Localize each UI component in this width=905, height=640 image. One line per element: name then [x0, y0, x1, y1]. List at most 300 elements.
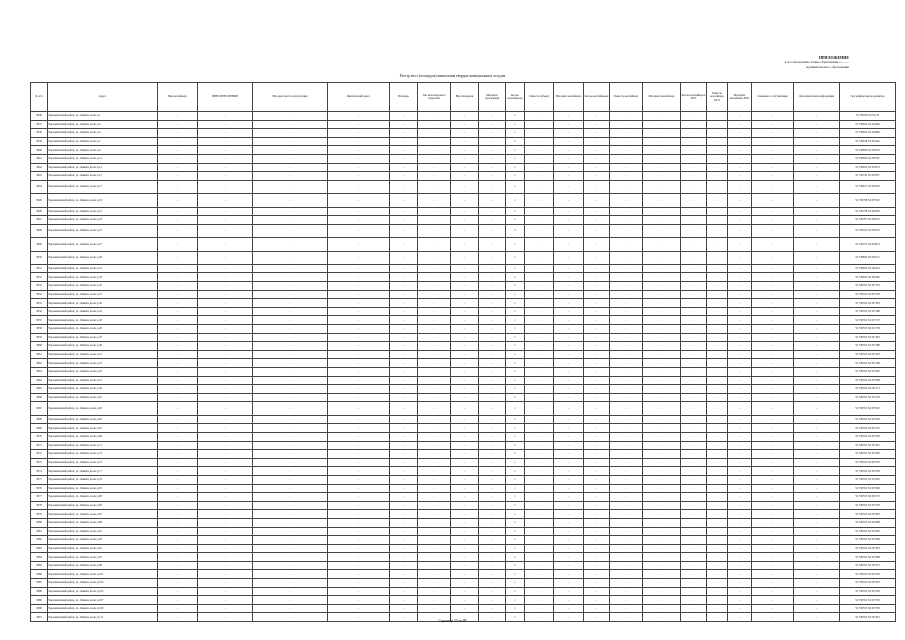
dash-cell: -: [752, 368, 794, 377]
dash-cell: -: [479, 604, 506, 613]
dash-cell: -: [728, 137, 752, 146]
coordinates-cell: 55.736553 50.357343: [840, 613, 896, 622]
dash-cell: -: [158, 536, 198, 545]
dash-cell: -: [794, 172, 840, 181]
dash-cell: -: [390, 441, 418, 450]
dash-cell: -: [554, 553, 584, 562]
row-number: 3059: [31, 333, 48, 342]
row-number: 3037: [31, 120, 48, 129]
dash-cell: -: [418, 596, 451, 605]
dash-cell: -: [643, 307, 681, 316]
dash-cell: -: [390, 207, 418, 216]
dash-cell: -: [610, 393, 643, 402]
row-number: 3066: [31, 393, 48, 402]
dash-cell: -: [328, 325, 390, 334]
dash-cell: -: [198, 501, 253, 510]
dash-cell: -: [681, 359, 707, 368]
dash-cell: -: [794, 402, 840, 415]
dash-cell: -: [525, 570, 554, 579]
dash-cell: -: [525, 112, 554, 121]
coordinates-cell: 55.736823 50.352848: [840, 129, 896, 138]
dash-cell: -: [328, 238, 390, 251]
coordinates-cell: 55.736553 50.357208: [840, 376, 896, 385]
row-number: 3063: [31, 368, 48, 377]
row-number: 3069: [31, 424, 48, 433]
dash-cell: -: [418, 238, 451, 251]
dash-cell: -: [158, 424, 198, 433]
dash-cell: -: [418, 424, 451, 433]
dash-cell: -: [554, 467, 584, 476]
container-count-cell: 1: [506, 484, 525, 493]
dash-cell: -: [707, 163, 728, 172]
dash-cell: -: [584, 385, 610, 394]
coordinates-cell: 55.736843 50.356113: [840, 251, 896, 264]
dash-cell: -: [728, 368, 752, 377]
dash-cell: -: [707, 137, 728, 146]
dash-cell: -: [728, 518, 752, 527]
dash-cell: -: [198, 450, 253, 459]
dash-cell: -: [752, 299, 794, 308]
dash-cell: -: [479, 475, 506, 484]
address-cell: Черемшанский район, ул. Ленина, возле д.49: [48, 342, 158, 351]
dash-cell: -: [525, 467, 554, 476]
dash-cell: -: [554, 273, 584, 282]
dash-cell: -: [643, 368, 681, 377]
row-number: 3076: [31, 484, 48, 493]
dash-cell: -: [610, 596, 643, 605]
dash-cell: -: [451, 510, 479, 519]
dash-cell: -: [253, 290, 328, 299]
dash-cell: -: [707, 342, 728, 351]
dash-cell: -: [681, 596, 707, 605]
dash-cell: -: [554, 579, 584, 588]
dash-cell: -: [794, 290, 840, 299]
dash-cell: -: [610, 561, 643, 570]
column-header: Емкость (объем): [525, 83, 554, 112]
container-count-cell: 1: [506, 501, 525, 510]
dash-cell: -: [253, 273, 328, 282]
dash-cell: -: [584, 376, 610, 385]
dash-cell: -: [728, 501, 752, 510]
dash-cell: -: [643, 458, 681, 467]
appendix-line-1: к постановлению Главы образования с..........: [784, 60, 849, 65]
address-cell: Черемшанский район, ул. Ленина, возле д.101: [48, 570, 158, 579]
dash-cell: -: [794, 376, 840, 385]
table-row: [31, 112, 896, 121]
coordinates-cell: 55.736553 50.357193: [840, 350, 896, 359]
dash-cell: -: [584, 146, 610, 155]
dash-cell: -: [584, 613, 610, 622]
row-number: 3045: [31, 194, 48, 207]
dash-cell: -: [198, 415, 253, 424]
coordinates-cell: 55.736633 50.357913: [840, 163, 896, 172]
dash-cell: -: [554, 518, 584, 527]
dash-cell: -: [794, 342, 840, 351]
dash-cell: -: [198, 536, 253, 545]
dash-cell: -: [707, 224, 728, 237]
dash-cell: -: [158, 207, 198, 216]
dash-cell: -: [681, 325, 707, 334]
dash-cell: -: [728, 441, 752, 450]
dash-cell: -: [707, 501, 728, 510]
dash-cell: -: [794, 194, 840, 207]
dash-cell: -: [752, 264, 794, 273]
address-cell: Черемшанский район, ул. Ленина, возле д.67: [48, 424, 158, 433]
dash-cell: -: [794, 333, 840, 342]
dash-cell: -: [681, 207, 707, 216]
column-header: Адрес: [48, 83, 158, 112]
dash-cell: -: [554, 359, 584, 368]
dash-cell: -: [554, 194, 584, 207]
dash-cell: -: [707, 570, 728, 579]
dash-cell: -: [681, 393, 707, 402]
dash-cell: -: [794, 510, 840, 519]
dash-cell: -: [525, 350, 554, 359]
dash-cell: -: [752, 424, 794, 433]
table-row: [31, 307, 896, 316]
table-row: [31, 402, 896, 415]
coordinates-cell: 55.736553 50.357178: [840, 325, 896, 334]
container-count-cell: 1: [506, 154, 525, 163]
dash-cell: -: [752, 458, 794, 467]
dash-cell: -: [610, 432, 643, 441]
address-cell: Черемшанский район, ул. Ленина, возле д.57: [48, 376, 158, 385]
container-count-cell: 1: [506, 475, 525, 484]
dash-cell: -: [479, 120, 506, 129]
dash-cell: -: [643, 333, 681, 342]
dash-cell: -: [610, 359, 643, 368]
dash-cell: -: [525, 359, 554, 368]
dash-cell: -: [610, 207, 643, 216]
address-cell: Черемшанский район, ул. Ленина, возле д.59: [48, 385, 158, 394]
dash-cell: -: [525, 510, 554, 519]
dash-cell: -: [707, 112, 728, 121]
dash-cell: -: [728, 579, 752, 588]
coordinates-cell: 55.736778 50.356393: [840, 207, 896, 216]
dash-cell: -: [198, 146, 253, 155]
dash-cell: -: [418, 501, 451, 510]
dash-cell: -: [451, 172, 479, 181]
column-header: ИНН/ОГРН/ОГРНИП: [198, 83, 253, 112]
dash-cell: -: [158, 290, 198, 299]
row-number: 3043: [31, 172, 48, 181]
dash-cell: -: [479, 207, 506, 216]
dash-cell: -: [328, 424, 390, 433]
dash-cell: -: [253, 350, 328, 359]
dash-cell: -: [525, 393, 554, 402]
dash-cell: -: [451, 604, 479, 613]
dash-cell: -: [681, 415, 707, 424]
dash-cell: -: [681, 129, 707, 138]
dash-cell: -: [554, 376, 584, 385]
address-cell: Черемшанский район, ул. Ленина, возле д.73: [48, 450, 158, 459]
dash-cell: -: [643, 359, 681, 368]
table-row: [31, 518, 896, 527]
dash-cell: -: [451, 393, 479, 402]
dash-cell: -: [451, 238, 479, 251]
dash-cell: -: [328, 393, 390, 402]
dash-cell: -: [390, 527, 418, 536]
dash-cell: -: [643, 224, 681, 237]
dash-cell: -: [728, 393, 752, 402]
dash-cell: -: [451, 432, 479, 441]
table-body: [31, 112, 896, 622]
dash-cell: -: [681, 194, 707, 207]
dash-cell: -: [681, 251, 707, 264]
dash-cell: -: [752, 441, 794, 450]
dash-cell: -: [728, 527, 752, 536]
dash-cell: -: [643, 518, 681, 527]
dash-cell: -: [728, 251, 752, 264]
dash-cell: -: [584, 163, 610, 172]
dash-cell: -: [451, 527, 479, 536]
column-header: Кол-во контейнеров: [584, 83, 610, 112]
container-count-cell: 1: [506, 536, 525, 545]
dash-cell: -: [253, 368, 328, 377]
address-cell: Черемшанский район, ул. Ленина, возле д.41: [48, 307, 158, 316]
dash-cell: -: [253, 325, 328, 334]
dash-cell: -: [752, 137, 794, 146]
coordinates-cell: 55.736553 50.357328: [840, 587, 896, 596]
dash-cell: -: [479, 432, 506, 441]
table-row: [31, 180, 896, 193]
dash-cell: -: [418, 137, 451, 146]
table-row: [31, 553, 896, 562]
dash-cell: -: [479, 376, 506, 385]
dash-cell: -: [584, 518, 610, 527]
row-number: 3090: [31, 604, 48, 613]
dash-cell: -: [328, 553, 390, 562]
dash-cell: -: [158, 325, 198, 334]
dash-cell: -: [728, 536, 752, 545]
dash-cell: -: [707, 518, 728, 527]
row-number: 3044: [31, 180, 48, 193]
dash-cell: -: [610, 518, 643, 527]
dash-cell: -: [728, 325, 752, 334]
dash-cell: -: [158, 493, 198, 502]
coordinates-cell: 55.736553 50.357298: [840, 536, 896, 545]
address-cell: Черемшанский район, ул. Ленина, возле д.81: [48, 484, 158, 493]
dash-cell: -: [554, 415, 584, 424]
dash-cell: -: [554, 137, 584, 146]
dash-cell: -: [418, 342, 451, 351]
address-cell: Черемшанский район, ул. Ленина, возле д.77: [48, 467, 158, 476]
dash-cell: -: [554, 570, 584, 579]
coordinates-cell: 55.736553 50.357183: [840, 333, 896, 342]
dash-cell: -: [681, 385, 707, 394]
dash-cell: -: [707, 579, 728, 588]
dash-cell: -: [525, 376, 554, 385]
dash-cell: -: [390, 216, 418, 225]
dash-cell: -: [198, 163, 253, 172]
dash-cell: -: [610, 282, 643, 291]
dash-cell: -: [451, 282, 479, 291]
dash-cell: -: [198, 544, 253, 553]
dash-cell: -: [418, 553, 451, 562]
dash-cell: -: [794, 180, 840, 193]
dash-cell: -: [479, 251, 506, 264]
dash-cell: -: [643, 415, 681, 424]
column-header: Материал контейнера КГО: [728, 83, 752, 112]
dash-cell: -: [681, 553, 707, 562]
dash-cell: -: [418, 467, 451, 476]
dash-cell: -: [451, 518, 479, 527]
dash-cell: -: [198, 376, 253, 385]
dash-cell: -: [643, 194, 681, 207]
dash-cell: -: [610, 264, 643, 273]
dash-cell: -: [610, 307, 643, 316]
row-number: 3085: [31, 561, 48, 570]
dash-cell: -: [479, 510, 506, 519]
container-count-cell: 1: [506, 146, 525, 155]
dash-cell: -: [390, 224, 418, 237]
dash-cell: -: [479, 467, 506, 476]
dash-cell: -: [794, 613, 840, 622]
dash-cell: -: [707, 432, 728, 441]
table-row: [31, 510, 896, 519]
dash-cell: -: [253, 484, 328, 493]
dash-cell: -: [584, 290, 610, 299]
dash-cell: -: [253, 333, 328, 342]
dash-cell: -: [554, 224, 584, 237]
dash-cell: -: [525, 137, 554, 146]
container-count-cell: 1: [506, 299, 525, 308]
dash-cell: -: [681, 273, 707, 282]
dash-cell: -: [158, 333, 198, 342]
dash-cell: -: [794, 307, 840, 316]
dash-cell: -: [479, 299, 506, 308]
container-count-cell: 1: [506, 120, 525, 129]
dash-cell: -: [752, 307, 794, 316]
dash-cell: -: [198, 194, 253, 207]
dash-cell: -: [479, 194, 506, 207]
dash-cell: -: [643, 467, 681, 476]
dash-cell: -: [253, 518, 328, 527]
dash-cell: -: [610, 180, 643, 193]
coordinates-cell: 55.736553 50.357168: [840, 307, 896, 316]
dash-cell: -: [158, 561, 198, 570]
dash-cell: -: [794, 424, 840, 433]
dash-cell: -: [752, 402, 794, 415]
dash-cell: -: [253, 238, 328, 251]
table-row: [31, 544, 896, 553]
column-header: Тип используемого покрытия: [418, 83, 451, 112]
dash-cell: -: [253, 527, 328, 536]
dash-cell: -: [328, 290, 390, 299]
dash-cell: -: [610, 402, 643, 415]
registry-table: [30, 82, 896, 622]
dash-cell: -: [328, 342, 390, 351]
table-row: [31, 224, 896, 237]
address-cell: Черемшанский район, ул. Ленина, возле д.53: [48, 359, 158, 368]
dash-cell: -: [253, 129, 328, 138]
dash-cell: -: [681, 475, 707, 484]
dash-cell: -: [554, 424, 584, 433]
address-cell: Черемшанский район, ул. Ленина, возле д.25: [48, 224, 158, 237]
container-count-cell: 1: [506, 350, 525, 359]
dash-cell: -: [643, 553, 681, 562]
coordinates-cell: 55.736724 50.355553: [840, 224, 896, 237]
dash-cell: -: [554, 604, 584, 613]
dash-cell: -: [198, 112, 253, 121]
column-header: Дополнительная информация: [794, 83, 840, 112]
dash-cell: -: [451, 273, 479, 282]
dash-cell: -: [752, 333, 794, 342]
dash-cell: -: [554, 238, 584, 251]
column-header: № п/п: [31, 83, 48, 112]
dash-cell: -: [198, 493, 253, 502]
table-row: [31, 207, 896, 216]
dash-cell: -: [643, 129, 681, 138]
dash-cell: -: [198, 264, 253, 273]
dash-cell: -: [728, 402, 752, 415]
dash-cell: -: [794, 604, 840, 613]
dash-cell: -: [253, 493, 328, 502]
dash-cell: -: [451, 146, 479, 155]
dash-cell: -: [643, 264, 681, 273]
address-cell: Черемшанский район, ул. Ленина, возле д.71: [48, 441, 158, 450]
dash-cell: -: [158, 112, 198, 121]
dash-cell: -: [418, 359, 451, 368]
dash-cell: -: [643, 441, 681, 450]
dash-cell: -: [253, 596, 328, 605]
table-row: [31, 316, 896, 325]
dash-cell: -: [158, 194, 198, 207]
dash-cell: -: [584, 393, 610, 402]
dash-cell: -: [728, 154, 752, 163]
dash-cell: -: [479, 587, 506, 596]
dash-cell: -: [707, 359, 728, 368]
coordinates-cell: 55.736553 50.357218: [840, 393, 896, 402]
row-number: 3083: [31, 544, 48, 553]
dash-cell: -: [418, 333, 451, 342]
row-number: 3048: [31, 224, 48, 237]
dash-cell: -: [253, 194, 328, 207]
container-count-cell: 1: [506, 368, 525, 377]
dash-cell: -: [554, 561, 584, 570]
container-count-cell: 1: [506, 376, 525, 385]
row-number: 3089: [31, 596, 48, 605]
dash-cell: -: [328, 333, 390, 342]
dash-cell: -: [198, 224, 253, 237]
dash-cell: -: [158, 450, 198, 459]
dash-cell: -: [418, 307, 451, 316]
dash-cell: -: [707, 207, 728, 216]
dash-cell: -: [584, 112, 610, 121]
dash-cell: -: [707, 553, 728, 562]
dash-cell: -: [253, 501, 328, 510]
container-count-cell: 1: [506, 432, 525, 441]
dash-cell: -: [390, 475, 418, 484]
dash-cell: -: [451, 342, 479, 351]
container-count-cell: 1: [506, 307, 525, 316]
dash-cell: -: [479, 146, 506, 155]
address-cell: Черемшанский район, ул. Ленина, возле д.103: [48, 579, 158, 588]
dash-cell: -: [525, 475, 554, 484]
coordinates-cell: 55.736843 50.354346: [840, 120, 896, 129]
dash-cell: -: [479, 137, 506, 146]
dash-cell: -: [643, 579, 681, 588]
container-count-cell: 1: [506, 402, 525, 415]
dash-cell: -: [198, 273, 253, 282]
dash-cell: -: [198, 129, 253, 138]
dash-cell: -: [681, 342, 707, 351]
row-number: 3091: [31, 613, 48, 622]
dash-cell: -: [752, 501, 794, 510]
dash-cell: -: [643, 299, 681, 308]
dash-cell: -: [681, 154, 707, 163]
container-count-cell: 1: [506, 163, 525, 172]
